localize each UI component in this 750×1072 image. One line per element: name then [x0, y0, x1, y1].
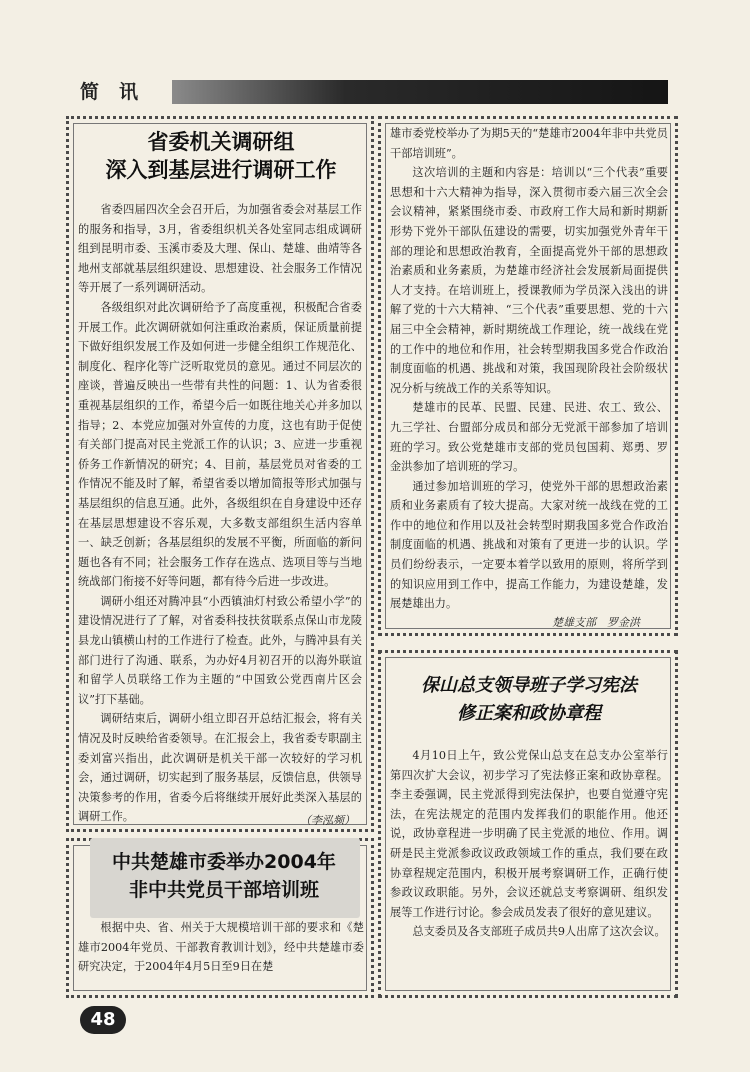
article3-paragraph: 4月10日上午，致公党保山总支在总支办公室举行第四次扩大会议，初步学习了宪法修正案和政协章程。李主委强调，民主党派得到宪法保护，也要自觉遵守宪法，在宪法规定的范围内发挥我们的职能作用。他还说，政协章程进一步明确了民主党派的地位、作用。调研是民主党派参政议政政领域工作的重点，我们要在政协章程规定范围内，积极开展考察调研工作，正确行使参政议政职能。另外，会议还就总支考察调研、组织发展等工作进行讨论。参会成员发表了很好的意见建议。: [390, 749, 668, 919]
article1-paragraph: 各级组织对此次调研给予了高度重视，积极配合省委开展工作。此次调研就如何注重政治素质，保证质量前提下做好组织发展工作及如何进一步健全组织工作规范化、制度化、程序化等广泛听取党员的意见。通过不同层次的座谈，普遍反映出一些带有共性的问题：1、认为省委很重视基层组织的工作，希望今后一如既往地关心并多加以指导；2、本党应加强对外宣传的力度，这也有助于促使有关部门提高对民主党派工作的认识；3、应进一步重视侨务工作新情况的研究；4、目前，基层党员对省委的工作情况不能及时了解，希望省委以增加简报等形式加强与基层组织的信息互通。此外，各级组织在自身建设中还存在基层思想建设不容乐观，大多数支部组织生活内容单一、缺乏创新；各基层组织的发展不平衡，所面临的新问题也各有不同；社会服务工作存在选点、选项目等与当地统战部门衔接不好等问题，都有待今后进一步改进。: [78, 300, 362, 589]
article2-title: [80, 848, 368, 904]
article2-byline: 楚雄支部 罗金洪: [552, 616, 640, 629]
article2-paragraph: 这次培训的主题和内容是：培训以“三个代表”重要思想和十六大精神为指导，深入贯彻市委六届三次全会会议精神，紧紧围绕市委、市政府工作大局和新时期新形势下党外干部队伍建设的需要，切实加强党外青年干部的理论和思想政治教育，全面提高党外干部的思想政治素质和业务素质，为楚雄市经济社会发展新局面提供人才支持。在培训班上，授课教师为学员深入浅出的讲解了党的十六大精神、“三个代表”重要思想、党的十六届三中全会精神，新时期统战工作理论，统一战线在党的工作中的地位和作用，社会转型期我国多党合作政治制度面临的机遇、挑战和对策，我国现阶段社会阶级状况分析与统战工作的关系等知识。: [390, 166, 668, 395]
article3-body: [390, 746, 668, 942]
page-number: 48: [80, 1006, 126, 1034]
article1-paragraph: 调研小组还对腾冲县“小西镇油灯村致公希望小学”的建设情况进行了了解，对省委科技扶贫联系点保山市龙陵县龙山镇横山村的工作进行了检查。此外，与腾冲县有关部门进行了沟通、联系，为办好4月初召开的以海外联谊和留学人员联络工作为主题的“中国致公党西南片区会议”打下基础。: [78, 594, 362, 706]
article1-title-line1: 省委机关调研组: [147, 130, 295, 154]
article1-title-line2: 深入到基层进行调研工作: [105, 158, 337, 182]
article1-paragraph: 调研结束后，调研小组立即召开总结汇报会，将有关情况及时反映给省委领导。在汇报会上，我省委专职副主委刘富兴指出，此次调研是机关干部一次较好的学习机会，通过调研，切实起到了服务基层，反馈信息，供领导决策参考的作用，省委今后将继续开展好此类深入基层的调研工作。: [78, 712, 362, 824]
section-header: 简讯: [80, 81, 159, 103]
article1-title: [80, 128, 362, 184]
article2-intro: [78, 918, 364, 977]
article3-title-line2: 修正案和政协章程: [457, 703, 601, 724]
article1-paragraph: 省委四届四次全会召开后，为加强省委会对基层工作的服务和指导，3月，省委组织机关各处室同志组成调研组到昆明市委、玉溪市委及大理、保山、楚雄、曲靖等各地州支部就基层组织建设、思想建设、社会服务工作情况等开展了一系列调研活动。: [78, 203, 362, 295]
article2-continued: [390, 124, 668, 614]
article2-paragraph: 通过参加培训班的学习，使党外干部的思想政治素质和业务素质有了较大提高。大家对统一战线在党的工作中的地位和作用以及社会转型时期我国多党合作政治制度面临的机遇、挑战和对策有了更进一步的认识。学员们纷纷表示，一定要本着学以致用的原则，将所学到的知识应用到工作中，提高工作能力，为建设楚雄，发展楚雄出力。: [390, 479, 668, 611]
article1-body: [78, 200, 362, 827]
article2-paragraph: 楚雄市的民革、民盟、民建、民进、农工、致公、九三学社、台盟部分成员和部分无党派干部参加了培训班的学习。致公党楚雄市支部的党员包国莉、郑勇、罗金洪参加了培训班的学习。: [390, 401, 668, 474]
article3-title: [388, 672, 670, 728]
article2-continued-lead: 雄市委党校举办了为期5天的“楚雄市2004年非中共党员干部培训班”。: [390, 127, 668, 160]
article3-paragraph: 总支委员及各支部班子成员共9人出席了这次会议。: [412, 925, 666, 939]
article2-title-line1: 中共楚雄市委举办2004年: [112, 851, 336, 873]
article2-title-line2: 非中共党员干部培训班: [128, 879, 319, 901]
header-bar: [172, 80, 668, 104]
article3-title-line1: 保山总支领导班子学习宪法: [421, 675, 637, 696]
article2-intro-paragraph: 根据中央、省、州关于大规模培训干部的要求和《楚雄市2004年党员、干部教育教训计划》，经中共楚雄市委研究决定，于2004年4月5日至9日在楚: [78, 921, 364, 974]
article1-byline: （李泓频）: [300, 814, 355, 827]
